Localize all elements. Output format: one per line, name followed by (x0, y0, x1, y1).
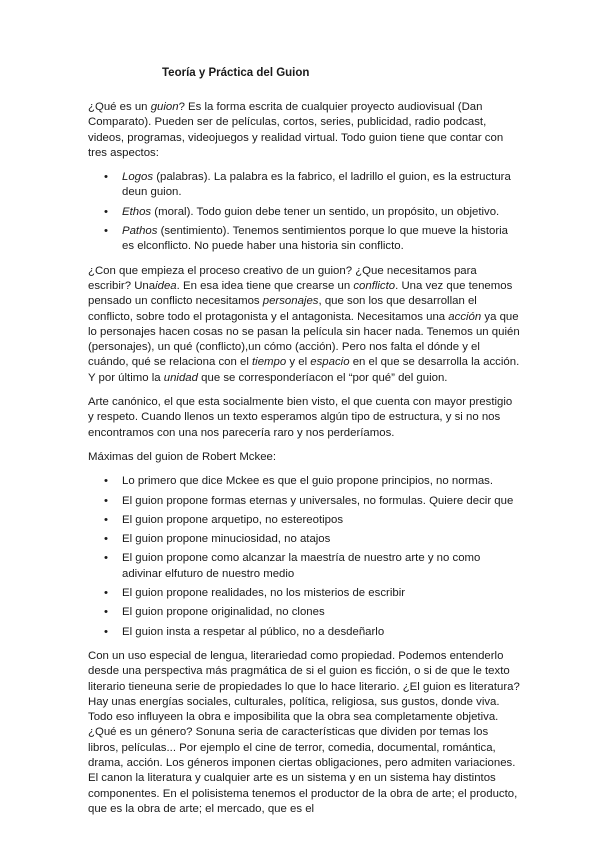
text-run: . En esa idea tiene que crearse un (176, 279, 354, 292)
bullet-icon: • (104, 205, 108, 218)
maxim-text: El guion insta a respetar al público, no a desdeñarlo (122, 625, 385, 638)
text-run-italic: espacio (310, 356, 350, 369)
list-item (88, 170, 520, 201)
list-item (88, 224, 520, 255)
list-item (88, 474, 520, 489)
maxims-list (88, 474, 520, 640)
list-item (88, 586, 520, 601)
text-run-italic: personajes (262, 295, 319, 308)
bullet-icon: • (104, 533, 108, 546)
text-run: , que son los que desarrollan el conflicto, sobre todo el protagonista y el antagonista. Necesitamos una (88, 295, 477, 323)
document-title: Teoría y Práctica del Guion (162, 67, 310, 79)
aspect-text: (sentimiento). Tenemos sentimientos porque lo que mueve la historia es elconflicto. No puede haber una historia sin conflicto. (122, 225, 509, 253)
text-run-italic: acción (448, 310, 482, 323)
maxim-text: El guion propone arquetipo, no estereotipos (122, 513, 344, 526)
list-item (88, 532, 520, 547)
text-run: ¿Qué es un (88, 101, 151, 113)
list-item (88, 205, 520, 220)
text-run-italic: tiempo (252, 356, 287, 369)
bullet-icon: • (104, 513, 108, 526)
list-item (88, 551, 520, 582)
paragraph-literariness: Con un uso especial de lengua, literariedad como propiedad. Podemos entenderlo desde una perspectiva más pragmática de si el guion es ficción, o si de que le texto literario tieneuna serie de propiedades lo que lo hace literario. ¿El guion es literatura? Hay unas energías sociales, culturales, política, religiosa, sus gustos, donde viva. Todo eso influyeen la obra e imposibilita que la obra sea completamente objetiva. ¿Qué es un género? Sonuna seria de características que dividen por temas los libros, películas... Por ejemplo el cine de terror, comedia, documental, romántica, drama, acción. Los géneros imponen ciertas obligaciones, pero admiten variaciones. El canon la literatura y cualquier arte es un sistema y en un sistema hay distintos componentes. En el polisistema tenemos el productor de la obra de arte; el producto, que es la obra de arte; el mercado, que es el (88, 649, 520, 815)
paragraph-canon: Arte canónico, el que esta socialmente bien visto, el que cuenta con mayor prestigio y respeto. Cuando llenos un texto esperamos algún tipo de estructura, y si no nos encontramos con una nos parecería raro y nos perderíamos. (88, 396, 513, 439)
text-run: ? Es la forma escrita de cualquier proyecto audiovisual (Dan Comparato). Pueden ser de películas, cortos, series, publicidad, radio podcast, videos, programas, videojuegos y realidad virtual. Todo guion tiene que contar con tres aspectos: (88, 101, 504, 159)
document-body (88, 100, 520, 826)
text-run-italic: unidad (163, 371, 198, 384)
aspect-text: (palabras). La palabra es la fabrico, el ladrillo el guion, es la estructura deun guion. (122, 171, 511, 199)
aspect-text: (moral). Todo guion debe tener un sentido, un propósito, un objetivo. (151, 205, 500, 218)
aspect-term: Ethos (122, 205, 152, 218)
list-item (88, 513, 520, 528)
aspects-list (88, 170, 520, 254)
text-run-italic: idea (155, 279, 177, 292)
bullet-icon: • (104, 475, 108, 488)
text-run: que se corresponderíacon el “por qué” del guion. (197, 371, 448, 384)
bullet-icon: • (104, 171, 108, 184)
paragraph-mckee-heading: Máximas del guion de Robert Mckee: (88, 450, 277, 463)
paragraph-creative-process (88, 264, 520, 386)
text-run: en el que se desarrolla la acción. Y por último la (88, 356, 520, 384)
text-run-italic: conflicto (353, 279, 396, 292)
maxim-text: El guion propone formas eternas y universales, no formulas. Quiere decir que (122, 494, 514, 507)
text-run-italic: guion (150, 101, 179, 113)
bullet-icon: • (104, 625, 108, 638)
bullet-icon: • (104, 606, 108, 619)
text-run: . Una vez que tenemos pensado un conflicto necesitamos (88, 279, 513, 308)
maxim-text: El guion propone minuciosidad, no atajos (122, 533, 331, 546)
maxim-text: El guion propone realidades, no los misterios de escribir (122, 587, 406, 600)
bullet-icon: • (104, 494, 108, 507)
bullet-icon: • (104, 587, 108, 600)
maxim-text: El guion propone originalidad, no clones (122, 606, 325, 619)
bullet-icon: • (104, 225, 108, 238)
maxim-text: El guion propone como alcanzar la maestría de nuestro arte y no como adivinar elfuturo de nuestro medio (122, 552, 481, 580)
aspect-term: Pathos (122, 225, 158, 238)
bullet-icon: • (104, 552, 108, 565)
list-item (88, 605, 520, 620)
text-run: ¿Con que empieza el proceso creativo de un guion? ¿Que necesitamos para escribir? Una (88, 264, 477, 292)
aspect-term: Logos (122, 171, 154, 184)
maxim-text: Lo primero que dice Mckee es que el guio propone principios, no normas. (122, 475, 494, 488)
text-run: y el (286, 356, 311, 369)
list-item (88, 625, 520, 640)
paragraph-intro (88, 100, 520, 161)
list-item (88, 494, 520, 509)
text-run: ya que lo personajes hacen cosas no se pasan la película sin hacer nada. Tenemos un quién (personajes), un qué (conflicto),un cómo (acción). Pero nos falta el dónde y el cuándo, qué se relaciona con el (88, 310, 520, 369)
